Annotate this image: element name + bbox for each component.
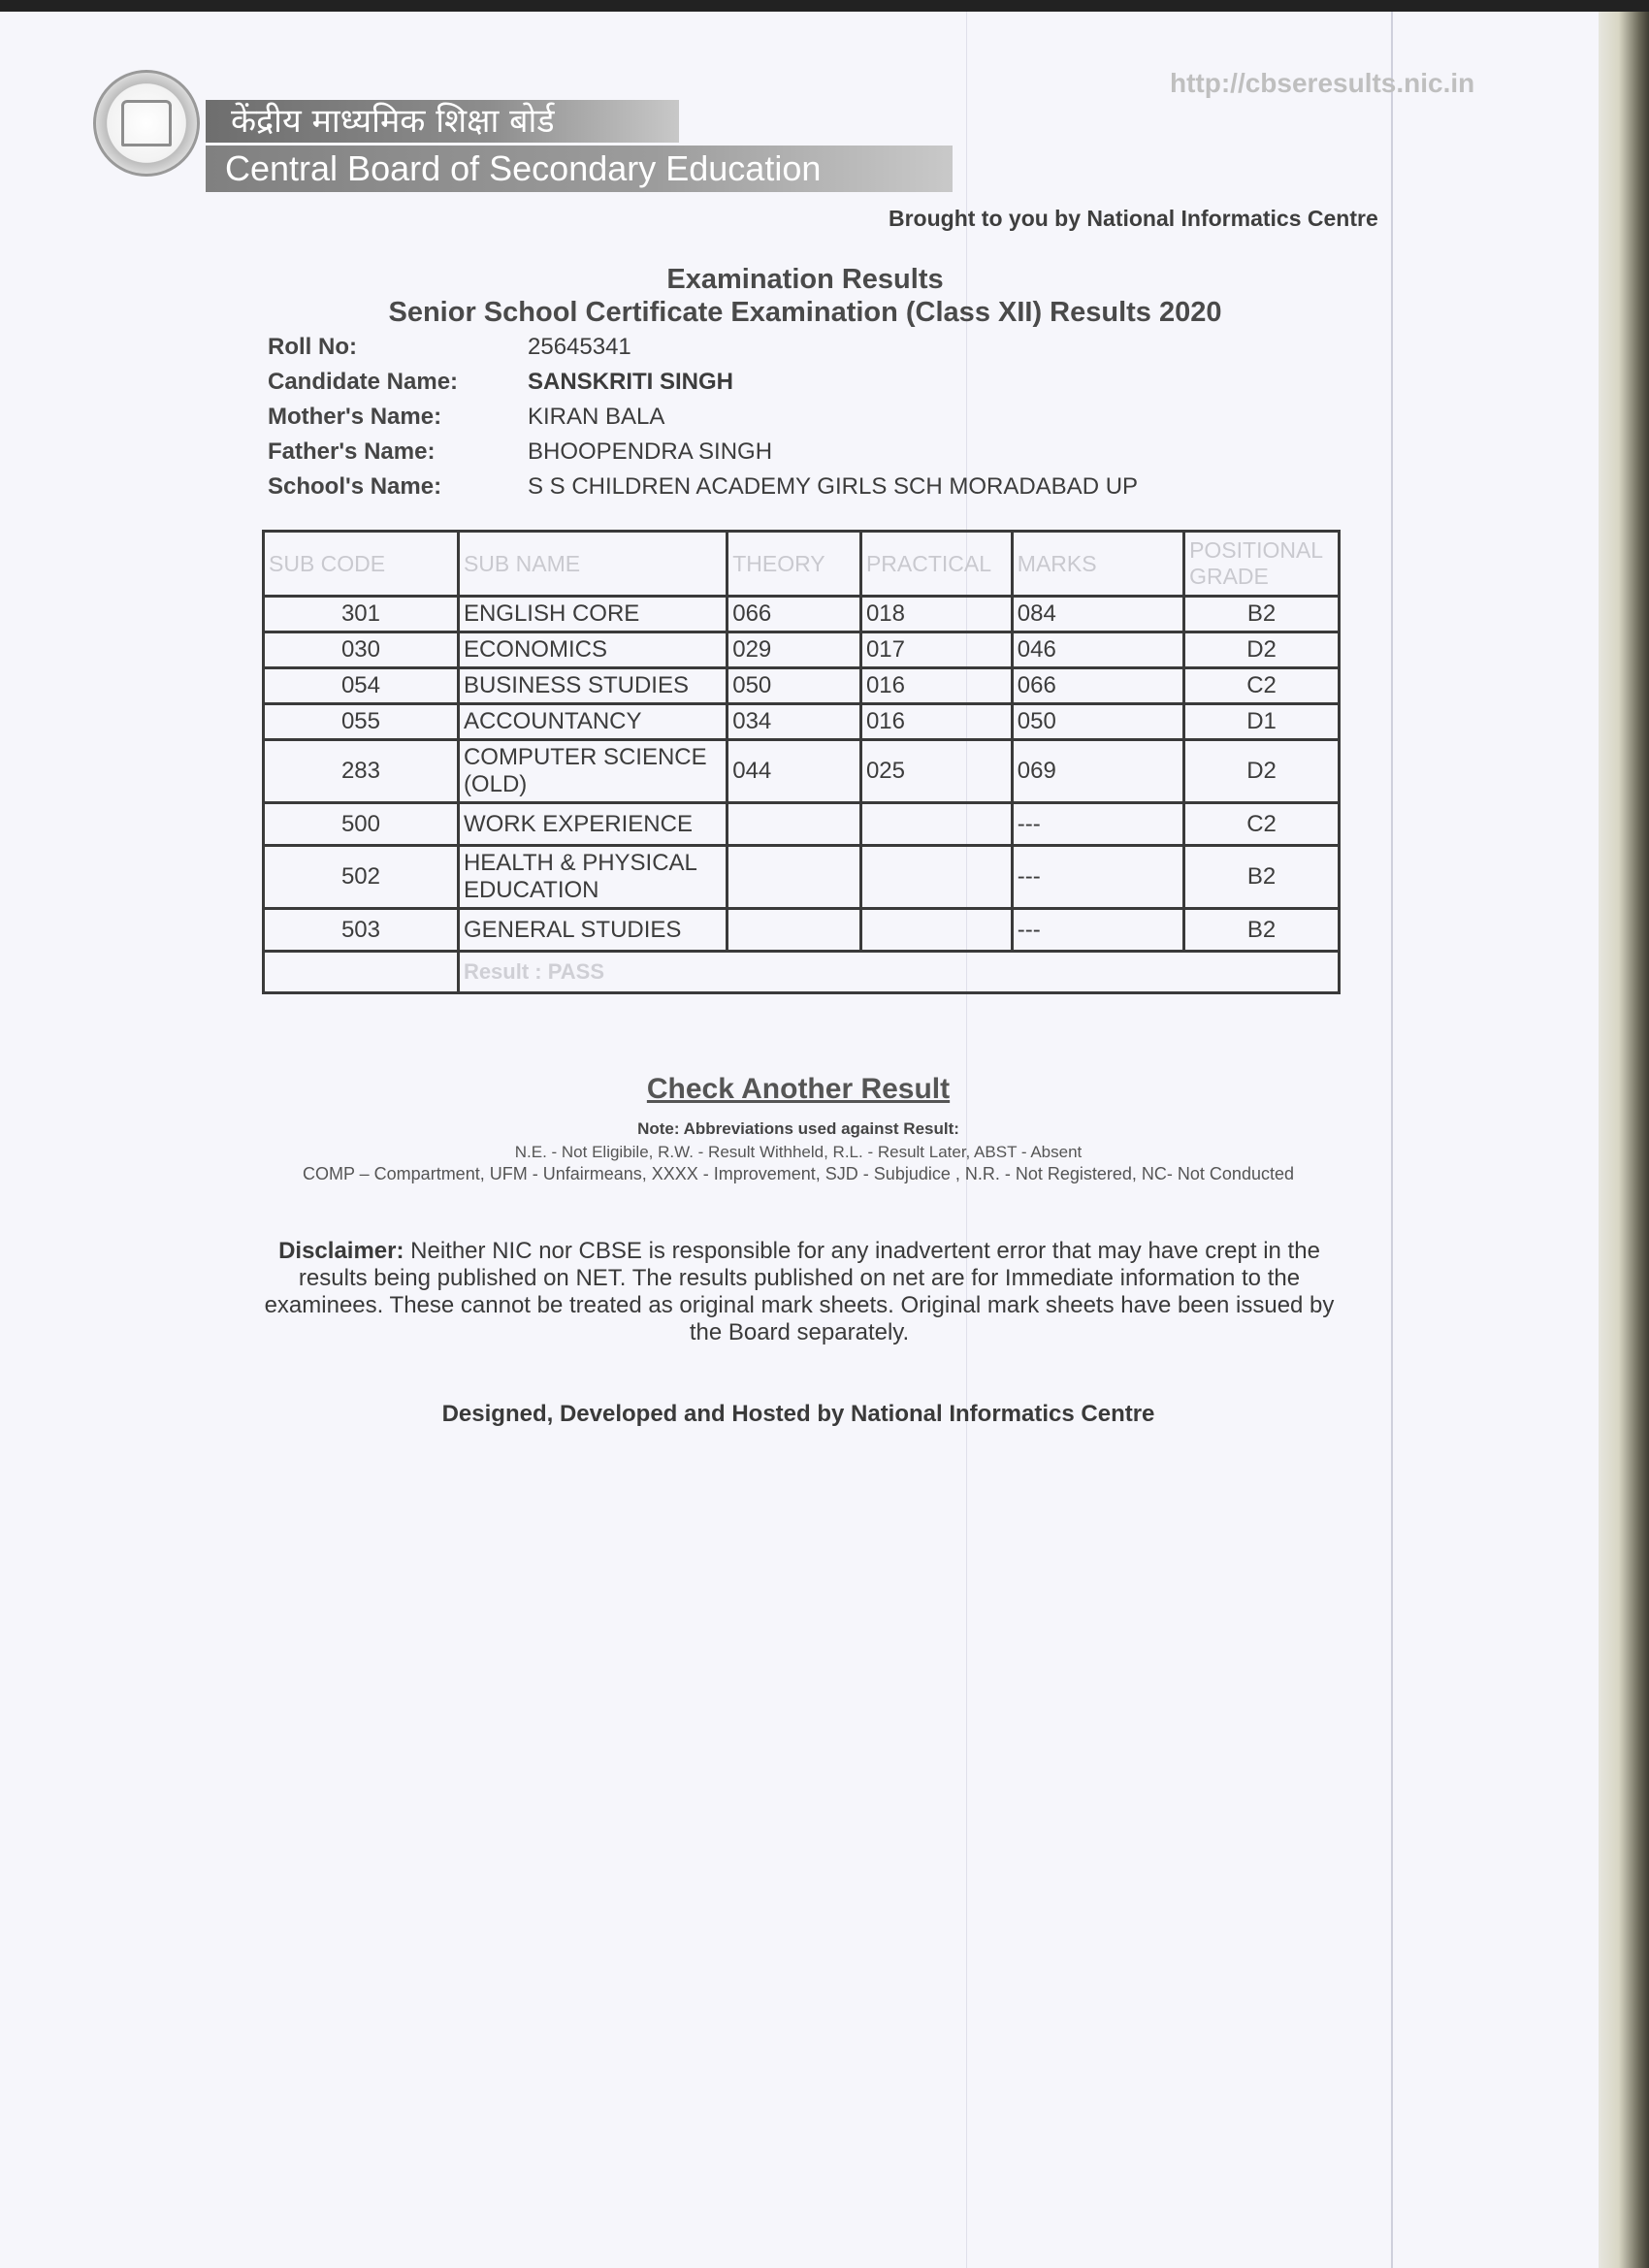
school-row bbox=[268, 473, 1138, 508]
sub-name-cell: GENERAL STUDIES bbox=[458, 909, 727, 952]
practical-cell bbox=[860, 803, 1012, 846]
grade-cell: B2 bbox=[1184, 846, 1340, 909]
name-value: SANSKRITI SINGH bbox=[528, 369, 734, 395]
grade-cell: D1 bbox=[1184, 704, 1340, 740]
theory-cell: 066 bbox=[728, 597, 861, 632]
table-header-row bbox=[264, 532, 1340, 597]
sub-code-cell: 030 bbox=[264, 632, 459, 668]
candidate-info bbox=[268, 334, 1138, 508]
table-row bbox=[264, 846, 1340, 909]
practical-cell: 025 bbox=[860, 740, 1012, 803]
grade-cell: B2 bbox=[1184, 909, 1340, 952]
marks-cell: --- bbox=[1012, 803, 1183, 846]
marks-cell: 069 bbox=[1012, 740, 1183, 803]
mother-value: KIRAN BALA bbox=[528, 404, 665, 430]
mother-label: Mother's Name: bbox=[268, 404, 442, 430]
col-header-practical: PRACTICAL bbox=[860, 532, 1012, 597]
theory-cell bbox=[728, 803, 861, 846]
disclaimer-label: Disclaimer: bbox=[278, 1238, 404, 1264]
school-value: S S CHILDREN ACADEMY GIRLS SCH MORADABAD UP bbox=[528, 473, 1139, 500]
abbreviations-line-2: COMP – Compartment, UFM - Unfairmeans, XXXX - Improvement, SJD - Subjudice , N.R. - Not Registered, NC- Not Conducted bbox=[302, 1164, 1294, 1183]
table-row bbox=[264, 909, 1340, 952]
sub-name-cell: WORK EXPERIENCE bbox=[458, 803, 727, 846]
abbreviations-note-title: Note: Abbreviations used against Result: bbox=[637, 1119, 959, 1138]
sub-name-cell: ENGLISH CORE bbox=[458, 597, 727, 632]
results-title: Examination Results bbox=[666, 264, 944, 295]
scan-top-edge bbox=[0, 0, 1649, 12]
father-label: Father's Name: bbox=[268, 438, 436, 465]
theory-cell: 034 bbox=[728, 704, 861, 740]
table-row bbox=[264, 704, 1340, 740]
disclaimer-block bbox=[262, 1238, 1337, 1346]
table-row bbox=[264, 740, 1340, 803]
grade-cell: B2 bbox=[1184, 597, 1340, 632]
sub-code-cell: 055 bbox=[264, 704, 459, 740]
father-row bbox=[268, 438, 1138, 473]
check-another-result-link[interactable]: Check Another Result bbox=[646, 1073, 951, 1105]
site-url[interactable]: http://cbseresults.nic.in bbox=[1170, 68, 1475, 98]
practical-cell: 017 bbox=[860, 632, 1012, 668]
col-header-theory: THEORY bbox=[728, 532, 861, 597]
theory-cell bbox=[728, 909, 861, 952]
table-row bbox=[264, 803, 1340, 846]
brought-by-text: Brought to you by National Informatics Centre bbox=[889, 206, 1378, 231]
practical-cell: 016 bbox=[860, 668, 1012, 704]
theory-cell: 044 bbox=[728, 740, 861, 803]
practical-cell bbox=[860, 846, 1012, 909]
grade-cell: D2 bbox=[1184, 740, 1340, 803]
seal-emblem-icon bbox=[121, 100, 172, 146]
sub-code-cell: 503 bbox=[264, 909, 459, 952]
sub-code-cell: 301 bbox=[264, 597, 459, 632]
grade-cell: C2 bbox=[1184, 668, 1340, 704]
marks-cell: 066 bbox=[1012, 668, 1183, 704]
result-row bbox=[264, 952, 1340, 993]
table-row bbox=[264, 632, 1340, 668]
sub-name-cell: COMPUTER SCIENCE (OLD) bbox=[458, 740, 727, 803]
marks-cell: --- bbox=[1012, 909, 1183, 952]
roll-label: Roll No: bbox=[268, 334, 357, 360]
practical-cell bbox=[860, 909, 1012, 952]
sub-name-cell: ACCOUNTANCY bbox=[458, 704, 727, 740]
sub-code-cell: 502 bbox=[264, 846, 459, 909]
table-row bbox=[264, 668, 1340, 704]
col-header-marks: MARKS bbox=[1012, 532, 1183, 597]
grade-cell: D2 bbox=[1184, 632, 1340, 668]
sub-code-cell: 500 bbox=[264, 803, 459, 846]
theory-cell bbox=[728, 846, 861, 909]
mother-row bbox=[268, 404, 1138, 438]
sub-name-cell: BUSINESS STUDIES bbox=[458, 668, 727, 704]
table-row bbox=[264, 597, 1340, 632]
sub-name-cell: ECONOMICS bbox=[458, 632, 727, 668]
results-subtitle: Senior School Certificate Examination (Class XII) Results 2020 bbox=[388, 297, 1222, 328]
marks-cell: --- bbox=[1012, 846, 1183, 909]
result-status: Result : PASS bbox=[458, 952, 1339, 993]
theory-cell: 050 bbox=[728, 668, 861, 704]
practical-cell: 018 bbox=[860, 597, 1012, 632]
roll-value: 25645341 bbox=[528, 334, 631, 360]
cbse-seal-logo bbox=[93, 70, 200, 177]
marks-cell: 084 bbox=[1012, 597, 1183, 632]
scan-edge-shadow bbox=[1599, 0, 1649, 2268]
footer-credit: Designed, Developed and Hosted by National Informatics Centre bbox=[441, 1401, 1155, 1427]
grade-cell: C2 bbox=[1184, 803, 1340, 846]
sub-code-cell: 054 bbox=[264, 668, 459, 704]
marks-cell: 046 bbox=[1012, 632, 1183, 668]
marks-cell: 050 bbox=[1012, 704, 1183, 740]
col-header-grade: POSITIONAL GRADE bbox=[1184, 532, 1340, 597]
name-label: Candidate Name: bbox=[268, 369, 459, 395]
roll-row bbox=[268, 334, 1138, 369]
marks-table bbox=[262, 530, 1341, 994]
abbreviations-line-1: N.E. - Not Eligibile, R.W. - Result Withheld, R.L. - Result Later, ABST - Absent bbox=[514, 1143, 1083, 1161]
result-spacer-cell bbox=[264, 952, 459, 993]
practical-cell: 016 bbox=[860, 704, 1012, 740]
school-label: School's Name: bbox=[268, 473, 442, 500]
col-header-sub-name: SUB NAME bbox=[458, 532, 727, 597]
hindi-board-title: केंद्रीय माध्यमिक शिक्षा बोर्ड bbox=[206, 100, 679, 143]
theory-cell: 029 bbox=[728, 632, 861, 668]
col-header-sub-code: SUB CODE bbox=[264, 532, 459, 597]
english-board-title: Central Board of Secondary Education bbox=[206, 146, 953, 192]
father-value: BHOOPENDRA SINGH bbox=[528, 438, 773, 465]
name-row bbox=[268, 369, 1138, 404]
disclaimer-text: Neither NIC nor CBSE is responsible for any inadvertent error that may have crept in the results being published on NET. The results published on net are for Immediate information to the examinees. These cannot be treated as original mark sheets. Original mark sheets have been issued by the Board separately. bbox=[264, 1238, 1335, 1345]
sub-name-cell: HEALTH & PHYSICAL EDUCATION bbox=[458, 846, 727, 909]
sub-code-cell: 283 bbox=[264, 740, 459, 803]
